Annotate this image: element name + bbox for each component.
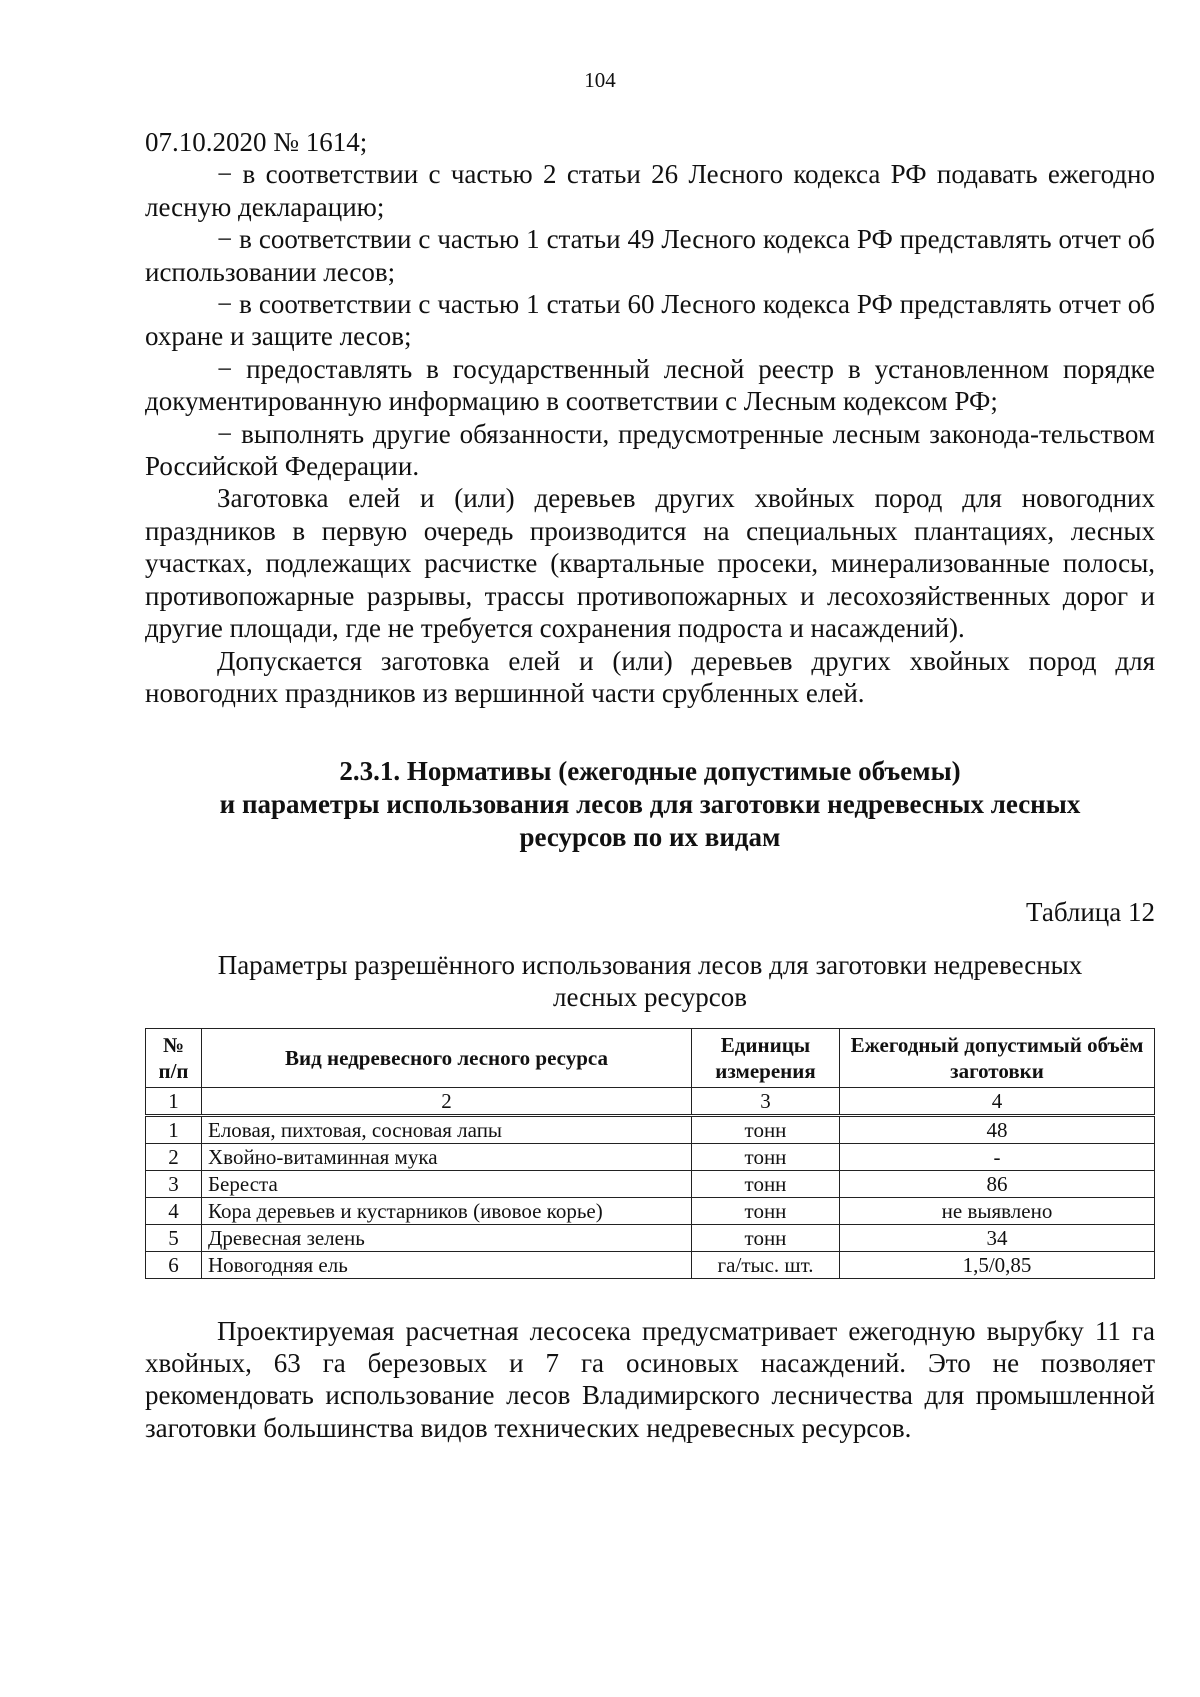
cell-number: 4	[146, 1197, 202, 1224]
non-timber-resources-table	[145, 1028, 1155, 1279]
cell-number: 3	[146, 1170, 202, 1197]
column-number: 1	[146, 1087, 202, 1115]
table-column-numbers-row	[146, 1087, 1155, 1115]
cell-resource: Древесная зелень	[202, 1224, 692, 1251]
cell-resource: Новогодняя ель	[202, 1251, 692, 1278]
header-volume: Ежегодный допустимый объём заготовки	[840, 1028, 1155, 1087]
column-number: 4	[840, 1087, 1155, 1115]
header-number: № п/п	[146, 1028, 202, 1087]
cell-resource: Еловая, пихтовая, сосновая лапы	[202, 1115, 692, 1143]
table-row	[146, 1251, 1155, 1278]
cell-number: 1	[146, 1115, 202, 1143]
table-row	[146, 1170, 1155, 1197]
cell-volume: -	[840, 1143, 1155, 1170]
paragraph-obligation-other: − выполнять другие обязанности, предусмотренные лесным законода-тельством Российской Федерации.	[145, 418, 1155, 482]
column-number: 2	[202, 1087, 692, 1115]
table-caption	[145, 949, 1155, 1014]
table-header-row	[146, 1028, 1155, 1087]
cell-number: 2	[146, 1143, 202, 1170]
section-heading	[145, 755, 1155, 854]
table-caption-line: Параметры разрешённого использования лесов для заготовки недревесных	[217, 949, 1083, 980]
table-caption-line: лесных ресурсов	[553, 982, 747, 1013]
cell-resource: Кора деревьев и кустарников (ивовое корье)	[202, 1197, 692, 1224]
cell-number: 6	[146, 1251, 202, 1278]
document-body	[145, 126, 1155, 1444]
paragraph-obligation-declaration: − в соответствии с частью 2 статьи 26 Лесного кодекса РФ подавать ежегодно лесную декларацию;	[145, 159, 1155, 222]
paragraph-obligation-usage-report: − в соответствии с частью 1 статьи 49 Лесного кодекса РФ представлять отчет об использовании лесов;	[145, 224, 1155, 287]
column-number: 3	[692, 1087, 840, 1115]
header-resource: Вид недревесного лесного ресурса	[202, 1028, 692, 1087]
cell-unit: тонн	[692, 1224, 840, 1251]
cell-unit: га/тыс. шт.	[692, 1251, 840, 1278]
paragraph-conclusion: Проектируемая расчетная лесосека предусматривает ежегодную вырубку 11 га хвойных, 63 га березовых и 7 га осиновых насаждений. Это не позволяет рекомендовать использование лесов Владимирского лесничества для промышленной заготовки большинства видов технических недревесных ресурсов.	[145, 1315, 1155, 1443]
header-unit: Единицы измерения	[692, 1028, 840, 1087]
section-heading-line: ресурсов по их видам	[519, 822, 781, 853]
cell-volume: 1,5/0,85	[840, 1251, 1155, 1278]
page-number: 104	[584, 68, 616, 92]
table-label: Таблица 12	[1026, 897, 1155, 928]
cell-volume: 48	[840, 1115, 1155, 1143]
cell-unit: тонн	[692, 1115, 840, 1143]
cell-unit: тонн	[692, 1197, 840, 1224]
table-row	[146, 1115, 1155, 1143]
section-heading-line: и параметры использования лесов для заготовки недревесных лесных	[219, 789, 1081, 820]
cell-volume: 86	[840, 1170, 1155, 1197]
paragraph-obligation-forest-registry: − предоставлять в государственный лесной реестр в установленном порядке документированную информацию в соответствии с Лесным кодексом РФ;	[145, 353, 1155, 417]
paragraph-date: 07.10.2020 № 1614;	[145, 127, 368, 157]
cell-number: 5	[146, 1224, 202, 1251]
paragraph-obligation-protection-report: − в соответствии с частью 1 статьи 60 Лесного кодекса РФ представлять отчет об охране и защите лесов;	[145, 289, 1155, 352]
table-row	[146, 1143, 1155, 1170]
cell-volume: не выявлено	[840, 1197, 1155, 1224]
cell-unit: тонн	[692, 1170, 840, 1197]
paragraph-spruce-harvesting: Заготовка елей и (или) деревьев других хвойных пород для новогодних праздников в первую очередь производится на специальных плантациях, лесных участках, подлежащих расчистке (квартальные просеки, минерализованные полосы, противопожарные разрывы, трассы противопожарных и лесохозяйственных дорог и другие площади, где не требуется сохранения подроста и насаждений).	[145, 483, 1155, 644]
cell-volume: 34	[840, 1224, 1155, 1251]
cell-unit: тонн	[692, 1143, 840, 1170]
paragraph-spruce-tops: Допускается заготовка елей и (или) деревьев других хвойных пород для новогодних праздников из вершинной части срубленных елей.	[145, 645, 1155, 708]
table-row	[146, 1197, 1155, 1224]
table-row	[146, 1224, 1155, 1251]
cell-resource: Береста	[202, 1170, 692, 1197]
cell-resource: Хвойно-витаминная мука	[202, 1143, 692, 1170]
section-heading-line: 2.3.1. Нормативы (ежегодные допустимые объемы)	[339, 756, 961, 787]
